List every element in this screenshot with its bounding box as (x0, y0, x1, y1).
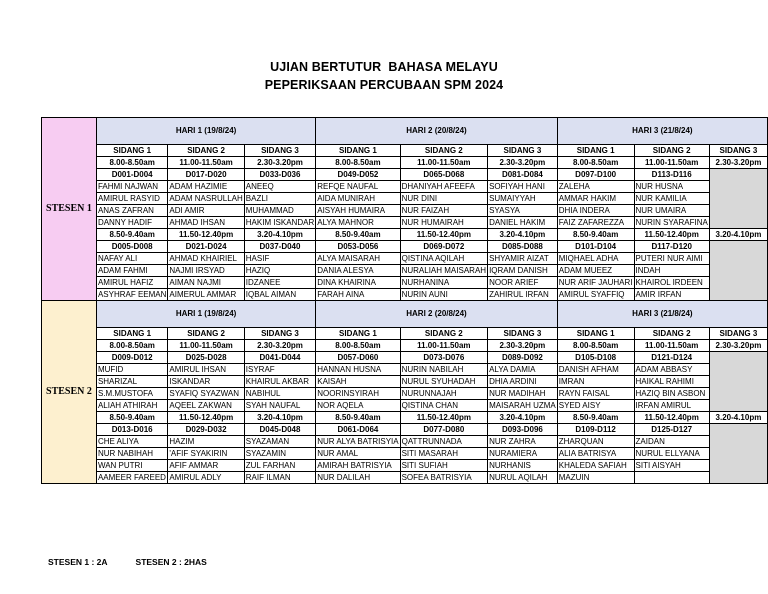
time-slot: 11.00-11.50am (634, 340, 709, 352)
candidate-name: ZUL FARHAN (244, 460, 315, 472)
sidang-header: SIDANG 2 (634, 145, 709, 157)
candidate-name: AMIRUL SYAFFIQ (557, 289, 634, 301)
candidate-name: NURUNNAJAH (400, 388, 487, 400)
time-slot: 3.20-4.10pm (709, 229, 767, 241)
sidang-row (42, 328, 768, 340)
time-slot: 11.50-12.40pm (168, 412, 244, 424)
candidate-name: DHIA INDERA (557, 205, 634, 217)
candidate-name: HASIF (244, 253, 315, 265)
name-row (42, 277, 768, 289)
time-slot: 2.30-3.20pm (488, 340, 558, 352)
day-header: HARI 3 (21/8/24) (557, 118, 767, 145)
footer (48, 557, 235, 567)
candidate-name: NUR ZAHRA (488, 436, 558, 448)
time-slot: 8.50-9.40am (316, 412, 400, 424)
time-slot: 3.20-4.10pm (488, 229, 558, 241)
name-row (42, 460, 768, 472)
candidate-name: HAZIQ (244, 265, 315, 277)
candidate-name: ZHARQUAN (557, 436, 634, 448)
candidate-name: AAMEER FAREED (97, 472, 166, 482)
code-row (42, 169, 768, 181)
candidate-name: NUR FAIZAH (400, 205, 487, 217)
candidate-name: ISKANDAR (168, 376, 244, 388)
name-row (42, 364, 768, 376)
time-slot: 8.50-9.40am (316, 229, 400, 241)
candidate-name: 'AFIF SYAKIRIN (168, 448, 244, 460)
candidate-range: D049-D052 (316, 169, 400, 181)
candidate-range: D005-D008 (96, 241, 167, 253)
candidate-name: DANIEL HAKIM (488, 217, 558, 229)
candidate-name: NURIN AUNI (400, 289, 487, 301)
candidate-name: PUTERI NUR AIMI (634, 253, 709, 265)
candidate-name: ISYRAF (244, 364, 315, 376)
candidate-range: D117-D120 (634, 241, 709, 253)
sidang-header: SIDANG 2 (168, 145, 244, 157)
name-row (42, 265, 768, 277)
code-row (42, 424, 768, 436)
day-header: HARI 2 (20/8/24) (316, 118, 558, 145)
candidate-name: DANIA ALESYA (316, 265, 400, 277)
candidate-name: DINA KHAIRINA (316, 277, 400, 289)
candidate-name: SUMAIYYAH (488, 193, 558, 205)
document-title: UJIAN BERTUTUR BAHASA MELAYU (270, 60, 498, 74)
candidate-name: NUR ARIF JAUHARI (558, 277, 633, 287)
candidate-name: QATTRUNNADA (400, 436, 487, 448)
candidate-name: S.M.MUSTOFA (96, 388, 167, 400)
candidate-name: SYAH NAUFAL (244, 400, 315, 412)
candidate-name: KHALEDA SAFIAH (557, 460, 634, 472)
time-slot: 8.50-9.40am (96, 412, 167, 424)
candidate-name: NUR HUSNA (634, 181, 709, 193)
candidate-name: ADAM NASRULLAH (169, 193, 243, 203)
candidate-range: D085-D088 (488, 241, 558, 253)
document-subtitle: PEPERIKSAAN PERCUBAAN SPM 2024 (264, 78, 504, 92)
empty-slot (709, 424, 767, 484)
candidate-name: IQRAM DANISH (488, 265, 558, 277)
candidate-name: NURIN NABILAH (400, 364, 487, 376)
time-slot: 11.50-12.40pm (168, 229, 244, 241)
candidate-range: D029-D032 (168, 424, 244, 436)
candidate-name: AMIRAH BATRISYIA (316, 460, 400, 472)
day-header: HARI 2 (20/8/24) (316, 301, 558, 328)
candidate-name: NUR ALYA BATRISYIA (317, 436, 399, 446)
candidate-name: IRFAN AMIRUL (634, 400, 709, 412)
candidate-name: AHMAD IHSAN (168, 217, 244, 229)
station-label: STESEN 1 (42, 118, 97, 301)
candidate-name: NURIN SYARAFINA (635, 217, 708, 227)
candidate-range: D077-D080 (400, 424, 487, 436)
empty-slot (709, 241, 767, 301)
time-slot: 8.50-9.40am (557, 412, 634, 424)
time-slot: 8.00-8.50am (96, 340, 167, 352)
footer-station-1: STESEN 1 : 2A (48, 557, 108, 567)
candidate-range: D021-D024 (168, 241, 244, 253)
candidate-name: NUR AMAL (316, 448, 400, 460)
sidang-header: SIDANG 1 (557, 145, 634, 157)
day-header: HARI 3 (21/8/24) (557, 301, 767, 328)
name-row (42, 388, 768, 400)
candidate-name: AISYAH HUMAIRA (316, 205, 400, 217)
candidate-range: D093-D096 (488, 424, 558, 436)
candidate-name: ALIAH ATHIRAH (96, 400, 167, 412)
candidate-name: NAJMI IRSYAD (168, 265, 244, 277)
name-row (42, 376, 768, 388)
sidang-header: SIDANG 3 (709, 145, 767, 157)
sidang-header: SIDANG 3 (244, 328, 315, 340)
candidate-name: NABIHUL (244, 388, 315, 400)
candidate-name: IMRAN (557, 376, 634, 388)
sidang-header: SIDANG 2 (400, 328, 487, 340)
candidate-name: INDAH (634, 265, 709, 277)
candidate-name: DHIA ARDINI (488, 376, 558, 388)
candidate-name: SYAZAMAN (244, 436, 315, 448)
candidate-name: SOFIYAH HANI (488, 181, 558, 193)
candidate-range: D033-D036 (244, 169, 315, 181)
candidate-range: D065-D068 (400, 169, 487, 181)
candidate-name: ZAHIRUL IRFAN (488, 289, 558, 301)
time-slot: 3.20-4.10pm (488, 412, 558, 424)
candidate-range: D061-D064 (316, 424, 400, 436)
candidate-name: AMMAR HAKIM (557, 193, 634, 205)
name-row (42, 205, 768, 217)
candidate-name: RAIF ILMAN (244, 472, 315, 484)
time-slot: 11.00-11.50am (400, 340, 487, 352)
candidate-name: SITI AISYAH (634, 460, 709, 472)
candidate-name: NUR DALILAH (316, 472, 400, 484)
code-row (42, 352, 768, 364)
candidate-name: SITI MASARAH (400, 448, 487, 460)
candidate-name: AMIRUL HAFIZ (96, 277, 167, 289)
candidate-range: D073-D076 (400, 352, 487, 364)
candidate-range: D097-D100 (557, 169, 634, 181)
time-slot: 8.00-8.50am (316, 157, 400, 169)
candidate-name: ADAM HAZIMIE (168, 181, 244, 193)
candidate-name: SHARIZAL (96, 376, 167, 388)
sidang-header: SIDANG 1 (557, 328, 634, 340)
candidate-name: ALIA BATRISYA (557, 448, 634, 460)
candidate-name: NUR NABIHAH (96, 448, 167, 460)
candidate-name: MUHAMMAD (244, 205, 315, 217)
name-row (42, 448, 768, 460)
candidate-name: ASYHRAF EEMAN (97, 289, 167, 299)
time-slot: 3.20-4.10pm (244, 229, 315, 241)
candidate-name: NOORINSYIRAH (316, 388, 400, 400)
candidate-name: HANNAN HUSNA (316, 364, 400, 376)
candidate-name: NUR KAMILIA (634, 193, 709, 205)
candidate-name: ADAM MUEEZ (557, 265, 634, 277)
time-slot: 8.00-8.50am (557, 340, 634, 352)
time-slot: 11.50-12.40pm (400, 229, 487, 241)
candidate-name: HAIKAL RAHIMI (634, 376, 709, 388)
name-row (42, 289, 768, 301)
time-slot: 11.50-12.40pm (634, 412, 709, 424)
sidang-header: SIDANG 1 (96, 328, 167, 340)
candidate-name: HAKIM ISKANDAR (245, 217, 315, 227)
time-slot: 3.20-4.10pm (244, 412, 315, 424)
candidate-name: AIMAN NAJMI (168, 277, 244, 289)
empty-slot (709, 352, 767, 412)
time-slot: 2.30-3.20pm (244, 340, 315, 352)
candidate-name: QISTINA CHAN (400, 400, 487, 412)
code-row (42, 241, 768, 253)
time-slot: 8.00-8.50am (96, 157, 167, 169)
time-slot: 11.00-11.50am (400, 157, 487, 169)
candidate-range: D041-D044 (244, 352, 315, 364)
candidate-name: NURALIAH MAISARAH (401, 265, 487, 275)
time-slot: 8.00-8.50am (316, 340, 400, 352)
name-row (42, 472, 768, 484)
sidang-header: SIDANG 3 (488, 328, 558, 340)
candidate-range: D069-D072 (400, 241, 487, 253)
candidate-name: SYAFIQ SYAZWAN (168, 388, 244, 400)
time-slot: 8.50-9.40am (557, 229, 634, 241)
candidate-name (634, 472, 709, 484)
candidate-name: AMIRUL ADLY (168, 472, 244, 484)
candidate-name: ADAM ABBASY (634, 364, 709, 376)
candidate-name: RAYN FAISAL (557, 388, 634, 400)
schedule-table (41, 117, 768, 484)
time-slot: 8.00-8.50am (557, 157, 634, 169)
candidate-name: KAISAH (316, 376, 400, 388)
name-row (42, 400, 768, 412)
candidate-name: ZALEHA (557, 181, 634, 193)
time-row (42, 157, 768, 169)
time-slot: 11.50-12.40pm (400, 412, 487, 424)
sidang-header: SIDANG 3 (709, 328, 767, 340)
candidate-name: ANAS ZAFRAN (96, 205, 167, 217)
time-slot: 3.20-4.10pm (709, 412, 767, 424)
candidate-name: MAZUIN (557, 472, 634, 484)
candidate-name: DHANIYAH AFEEFA (400, 181, 487, 193)
candidate-name: IDZANEE (244, 277, 315, 289)
candidate-name: ANEEQ (244, 181, 315, 193)
candidate-name: SYED AISY (557, 400, 634, 412)
time-row (42, 229, 768, 241)
sidang-header: SIDANG 1 (316, 145, 400, 157)
candidate-range: D009-D012 (96, 352, 167, 364)
candidate-range: D057-D060 (316, 352, 400, 364)
candidate-name: ADAM FAHMI (96, 265, 167, 277)
candidate-name: ZAIDAN (634, 436, 709, 448)
candidate-name: SITI SUFIAH (400, 460, 487, 472)
candidate-name: FAHMI NAJWAN (96, 181, 167, 193)
name-row (42, 181, 768, 193)
footer-station-2: STESEN 2 : 2HAS (135, 557, 207, 567)
sidang-header: SIDANG 1 (316, 328, 400, 340)
name-row (42, 193, 768, 205)
name-row (42, 253, 768, 265)
candidate-name: MUFID (96, 364, 167, 376)
candidate-name: MAISARAH UZMA (489, 400, 556, 410)
candidate-range: D081-D084 (488, 169, 558, 181)
candidate-name: NUR MADIHAH (488, 388, 558, 400)
candidate-name: REFQE NAUFAL (316, 181, 400, 193)
candidate-name: KHAIROL IRDEEN (634, 277, 709, 289)
candidate-name: HAZIM (168, 436, 244, 448)
time-slot: 2.30-3.20pm (709, 157, 767, 169)
time-row (42, 340, 768, 352)
candidate-name: NURUL AQILAH (488, 472, 558, 484)
candidate-name: SYASYA (488, 205, 558, 217)
candidate-name: BAZLI (244, 193, 315, 205)
candidate-name: ADI AMIR (168, 205, 244, 217)
candidate-name: SHYAMIR AIZAT (488, 253, 558, 265)
candidate-name: NOR AQELA (316, 400, 400, 412)
candidate-name: NURHANINA (400, 277, 487, 289)
name-row (42, 436, 768, 448)
time-slot: 2.30-3.20pm (488, 157, 558, 169)
day-header-row (42, 118, 768, 145)
candidate-name: NOOR ARIEF (488, 277, 558, 289)
candidate-name: KHAIRUL AKBAR (244, 376, 315, 388)
sidang-header: SIDANG 3 (244, 145, 315, 157)
candidate-name: CHE ALIYA (96, 436, 167, 448)
candidate-range: D109-D112 (557, 424, 634, 436)
candidate-name: AFIF AMMAR (168, 460, 244, 472)
candidate-name: ALYA DAMIA (488, 364, 558, 376)
candidate-range: D037-D040 (244, 241, 315, 253)
candidate-name: NURAMIERA (488, 448, 558, 460)
candidate-range: D125-D127 (634, 424, 709, 436)
time-slot: 11.50-12.40pm (634, 229, 709, 241)
candidate-name: HAZIQ BIN ASBON (634, 388, 709, 400)
candidate-range: D121-D124 (634, 352, 709, 364)
schedule-body (42, 118, 768, 484)
candidate-name: AIMERUL AMMAR (168, 289, 244, 301)
day-header-row (42, 301, 768, 328)
sidang-header: SIDANG 2 (168, 328, 244, 340)
candidate-name: DANISH AFHAM (557, 364, 634, 376)
candidate-name: NAFAY ALI (96, 253, 167, 265)
candidate-name: SOFEA BATRISYIA (400, 472, 487, 484)
station-label: STESEN 2 (42, 301, 97, 484)
candidate-name: AMIRUL IHSAN (168, 364, 244, 376)
candidate-name: ALYA MAISARAH (316, 253, 400, 265)
day-header: HARI 1 (19/8/24) (96, 301, 315, 328)
candidate-range: D053-D056 (316, 241, 400, 253)
candidate-range: D113-D116 (634, 169, 709, 181)
candidate-name: NUR HUMAIRAH (400, 217, 487, 229)
empty-slot (709, 169, 767, 229)
candidate-name: QISTINA AQILAH (400, 253, 487, 265)
name-row (42, 217, 768, 229)
candidate-range: D025-D028 (168, 352, 244, 364)
sidang-header: SIDANG 3 (488, 145, 558, 157)
time-slot: 11.00-11.50am (168, 157, 244, 169)
candidate-name: NURHANIS (488, 460, 558, 472)
candidate-range: D105-D108 (557, 352, 634, 364)
candidate-range: D089-D092 (488, 352, 558, 364)
candidate-range: D045-D048 (244, 424, 315, 436)
time-slot: 11.00-11.50am (168, 340, 244, 352)
candidate-name: FARAH AINA (316, 289, 400, 301)
candidate-name: SYAZAMIN (244, 448, 315, 460)
candidate-name: NUR UMAIRA (634, 205, 709, 217)
candidate-name: DANNY HADIF (96, 217, 167, 229)
candidate-name: NURUL ELLYANA (634, 448, 709, 460)
time-slot: 2.30-3.20pm (709, 340, 767, 352)
sidang-row (42, 145, 768, 157)
time-slot: 8.50-9.40am (96, 229, 167, 241)
sidang-header: SIDANG 2 (634, 328, 709, 340)
sidang-header: SIDANG 1 (96, 145, 167, 157)
candidate-range: D001-D004 (96, 169, 167, 181)
candidate-name: MIQHAEL ADHA (557, 253, 634, 265)
day-header: HARI 1 (19/8/24) (96, 118, 315, 145)
candidate-range: D013-D016 (96, 424, 167, 436)
candidate-name: AHMAD KHAIRIEL (168, 253, 244, 265)
candidate-name: AMIR IRFAN (634, 289, 709, 301)
time-row (42, 412, 768, 424)
candidate-name: AIDA MUNIRAH (316, 193, 400, 205)
candidate-name: ALYA MAHNOR (316, 217, 400, 229)
candidate-range: D017-D020 (168, 169, 244, 181)
candidate-name: FAIZ ZAFAREZZA (557, 217, 634, 229)
candidate-name: NURUL SYUHADAH (400, 376, 487, 388)
time-slot: 2.30-3.20pm (244, 157, 315, 169)
candidate-name: AMIRUL RASYID (96, 193, 167, 205)
candidate-name: AQEEL ZAKWAN (168, 400, 244, 412)
candidate-name: IQBAL AIMAN (244, 289, 315, 301)
candidate-name: WAN PUTRI (96, 460, 167, 472)
candidate-name: NUR DINI (400, 193, 487, 205)
candidate-range: D101-D104 (557, 241, 634, 253)
sidang-header: SIDANG 2 (400, 145, 487, 157)
time-slot: 11.00-11.50am (634, 157, 709, 169)
